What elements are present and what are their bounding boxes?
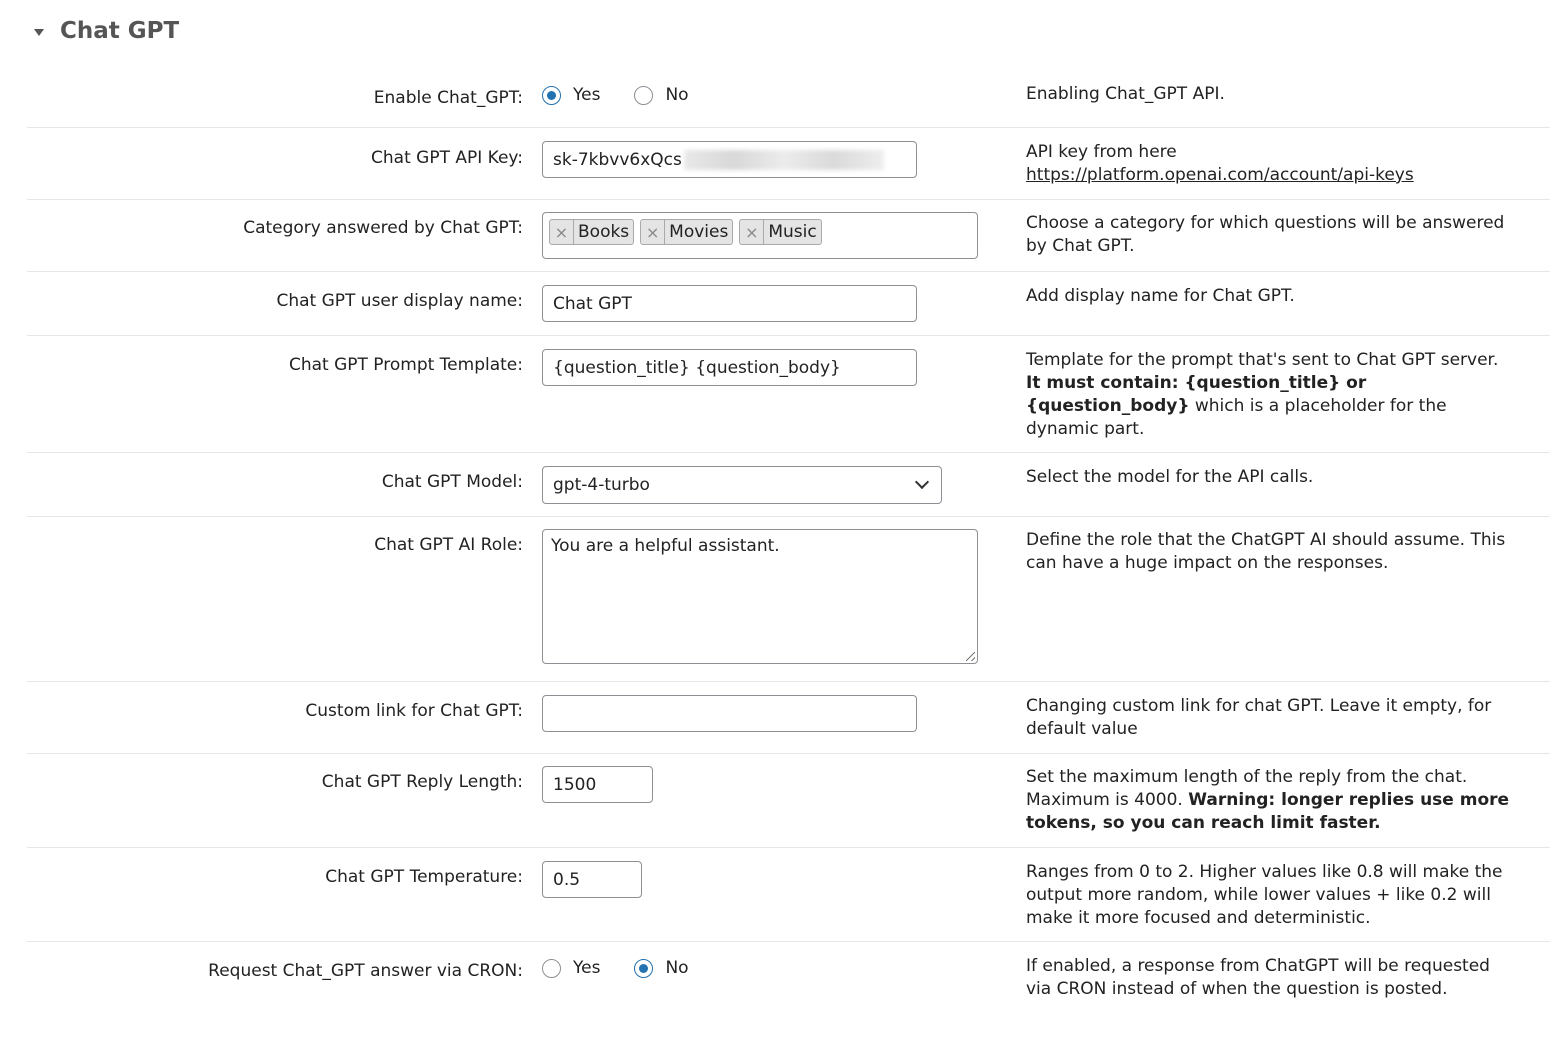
- category-multiselect[interactable]: [542, 212, 978, 259]
- row-display-name: [27, 272, 1550, 336]
- ai-role-label: Chat GPT AI Role:: [374, 535, 523, 555]
- remove-tag-icon[interactable]: ×: [550, 220, 574, 244]
- cron-yes-radio[interactable]: [542, 959, 561, 978]
- category-description: Choose a category for which questions will be answered by Chat GPT.: [1026, 213, 1505, 256]
- row-reply-length: [27, 754, 1550, 848]
- reply-length-warning: Warning: longer replies use more tokens, so you can reach limit faster.: [1026, 790, 1510, 833]
- cron-radio-group: [542, 958, 723, 978]
- temperature-input[interactable]: 0.5: [542, 861, 642, 898]
- tag-label: Movies: [669, 222, 729, 242]
- enable-yes-option[interactable]: [542, 85, 600, 105]
- enable-no-radio[interactable]: [634, 86, 653, 105]
- custom-link-input[interactable]: [542, 695, 917, 732]
- display-name-label: Chat GPT user display name:: [276, 291, 523, 311]
- reply-length-label: Chat GPT Reply Length:: [321, 772, 523, 792]
- api-key-redacted: [684, 150, 884, 170]
- prompt-template-label: Chat GPT Prompt Template:: [288, 355, 523, 375]
- section-title: Chat GPT: [60, 18, 180, 44]
- cron-no-radio[interactable]: [634, 959, 653, 978]
- row-temperature: [27, 848, 1550, 942]
- enable-chatgpt-label: Enable Chat_GPT:: [373, 88, 523, 108]
- category-tag-music: [739, 219, 821, 245]
- row-custom-link: [27, 682, 1550, 754]
- ai-role-value: You are a helpful assistant.: [551, 536, 780, 556]
- reply-length-description: [1026, 766, 1516, 835]
- temperature-label: Chat GPT Temperature:: [325, 867, 523, 887]
- model-select-value: gpt-4-turbo: [553, 475, 650, 495]
- row-category: [27, 200, 1550, 272]
- remove-tag-icon[interactable]: ×: [740, 220, 764, 244]
- api-key-value: sk-7kbvv6xQcs: [553, 149, 682, 170]
- tag-label: Music: [768, 222, 817, 242]
- remove-tag-icon[interactable]: ×: [641, 220, 665, 244]
- custom-link-description: Changing custom link for chat GPT. Leave it empty, for default value: [1026, 696, 1492, 739]
- model-select[interactable]: [542, 466, 942, 504]
- api-key-link[interactable]: https://platform.openai.com/account/api-keys: [1026, 165, 1414, 185]
- prompt-desc-text: Template for the prompt that's sent to Chat GPT server.: [1026, 350, 1499, 370]
- enable-no-option[interactable]: [634, 85, 688, 105]
- prompt-desc-bold: It must contain: {question_title} or {question_body}: [1026, 373, 1367, 416]
- api-key-input[interactable]: [542, 141, 917, 178]
- section-header[interactable]: [34, 18, 179, 44]
- prompt-template-description: [1026, 349, 1516, 441]
- api-key-description: [1026, 141, 1516, 187]
- model-description: Select the model for the API calls.: [1026, 467, 1314, 487]
- row-api-key: [27, 128, 1550, 200]
- cron-yes-option[interactable]: [542, 958, 600, 978]
- cron-label: Request Chat_GPT answer via CRON:: [208, 961, 523, 981]
- resize-grip-icon[interactable]: [966, 652, 975, 661]
- ai-role-textarea[interactable]: [542, 529, 978, 664]
- reply-length-desc-text: Set the maximum length of the reply from the chat. Maximum is 4000.: [1026, 767, 1468, 810]
- display-name-description: Add display name for Chat GPT.: [1026, 286, 1295, 306]
- chevron-down-icon: [915, 475, 929, 489]
- row-model: [27, 453, 1550, 517]
- enable-chatgpt-description: Enabling Chat_GPT API.: [1026, 84, 1225, 104]
- category-tag-books: [549, 219, 634, 245]
- row-enable-chatgpt: [27, 72, 1550, 128]
- custom-link-label: Custom link for Chat GPT:: [305, 701, 523, 721]
- row-ai-role: [27, 517, 1550, 682]
- category-label: Category answered by Chat GPT:: [243, 218, 523, 238]
- cron-yes-label: Yes: [573, 958, 601, 978]
- enable-yes-label: Yes: [573, 85, 601, 105]
- row-prompt-template: [27, 336, 1550, 453]
- prompt-desc-text-end: which is a placeholder for the dynamic part.: [1026, 396, 1447, 439]
- api-key-desc-text: API key from here: [1026, 142, 1177, 162]
- temperature-description: Ranges from 0 to 2. Higher values like 0.8 will make the output more random, while lower values + like 0.2 will make it more focused and deterministic.: [1026, 862, 1503, 928]
- model-label: Chat GPT Model:: [381, 472, 523, 492]
- collapse-caret-icon[interactable]: [34, 29, 44, 36]
- tag-label: Books: [578, 222, 630, 242]
- enable-chatgpt-radio-group: [542, 85, 723, 105]
- ai-role-description: Define the role that the ChatGPT AI should assume. This can have a huge impact on the responses.: [1026, 530, 1506, 573]
- display-name-input[interactable]: Chat GPT: [542, 285, 917, 322]
- cron-no-label: No: [665, 958, 689, 978]
- row-cron: [27, 942, 1550, 1040]
- category-tag-movies: [640, 219, 733, 245]
- reply-length-input[interactable]: 1500: [542, 766, 653, 803]
- enable-yes-radio[interactable]: [542, 86, 561, 105]
- cron-no-option[interactable]: [634, 958, 688, 978]
- api-key-label: Chat GPT API Key:: [371, 148, 523, 168]
- enable-no-label: No: [665, 85, 689, 105]
- prompt-template-input[interactable]: {question_title} {question_body}: [542, 349, 917, 386]
- cron-description: If enabled, a response from ChatGPT will be requested via CRON instead of when the question is posted.: [1026, 956, 1490, 999]
